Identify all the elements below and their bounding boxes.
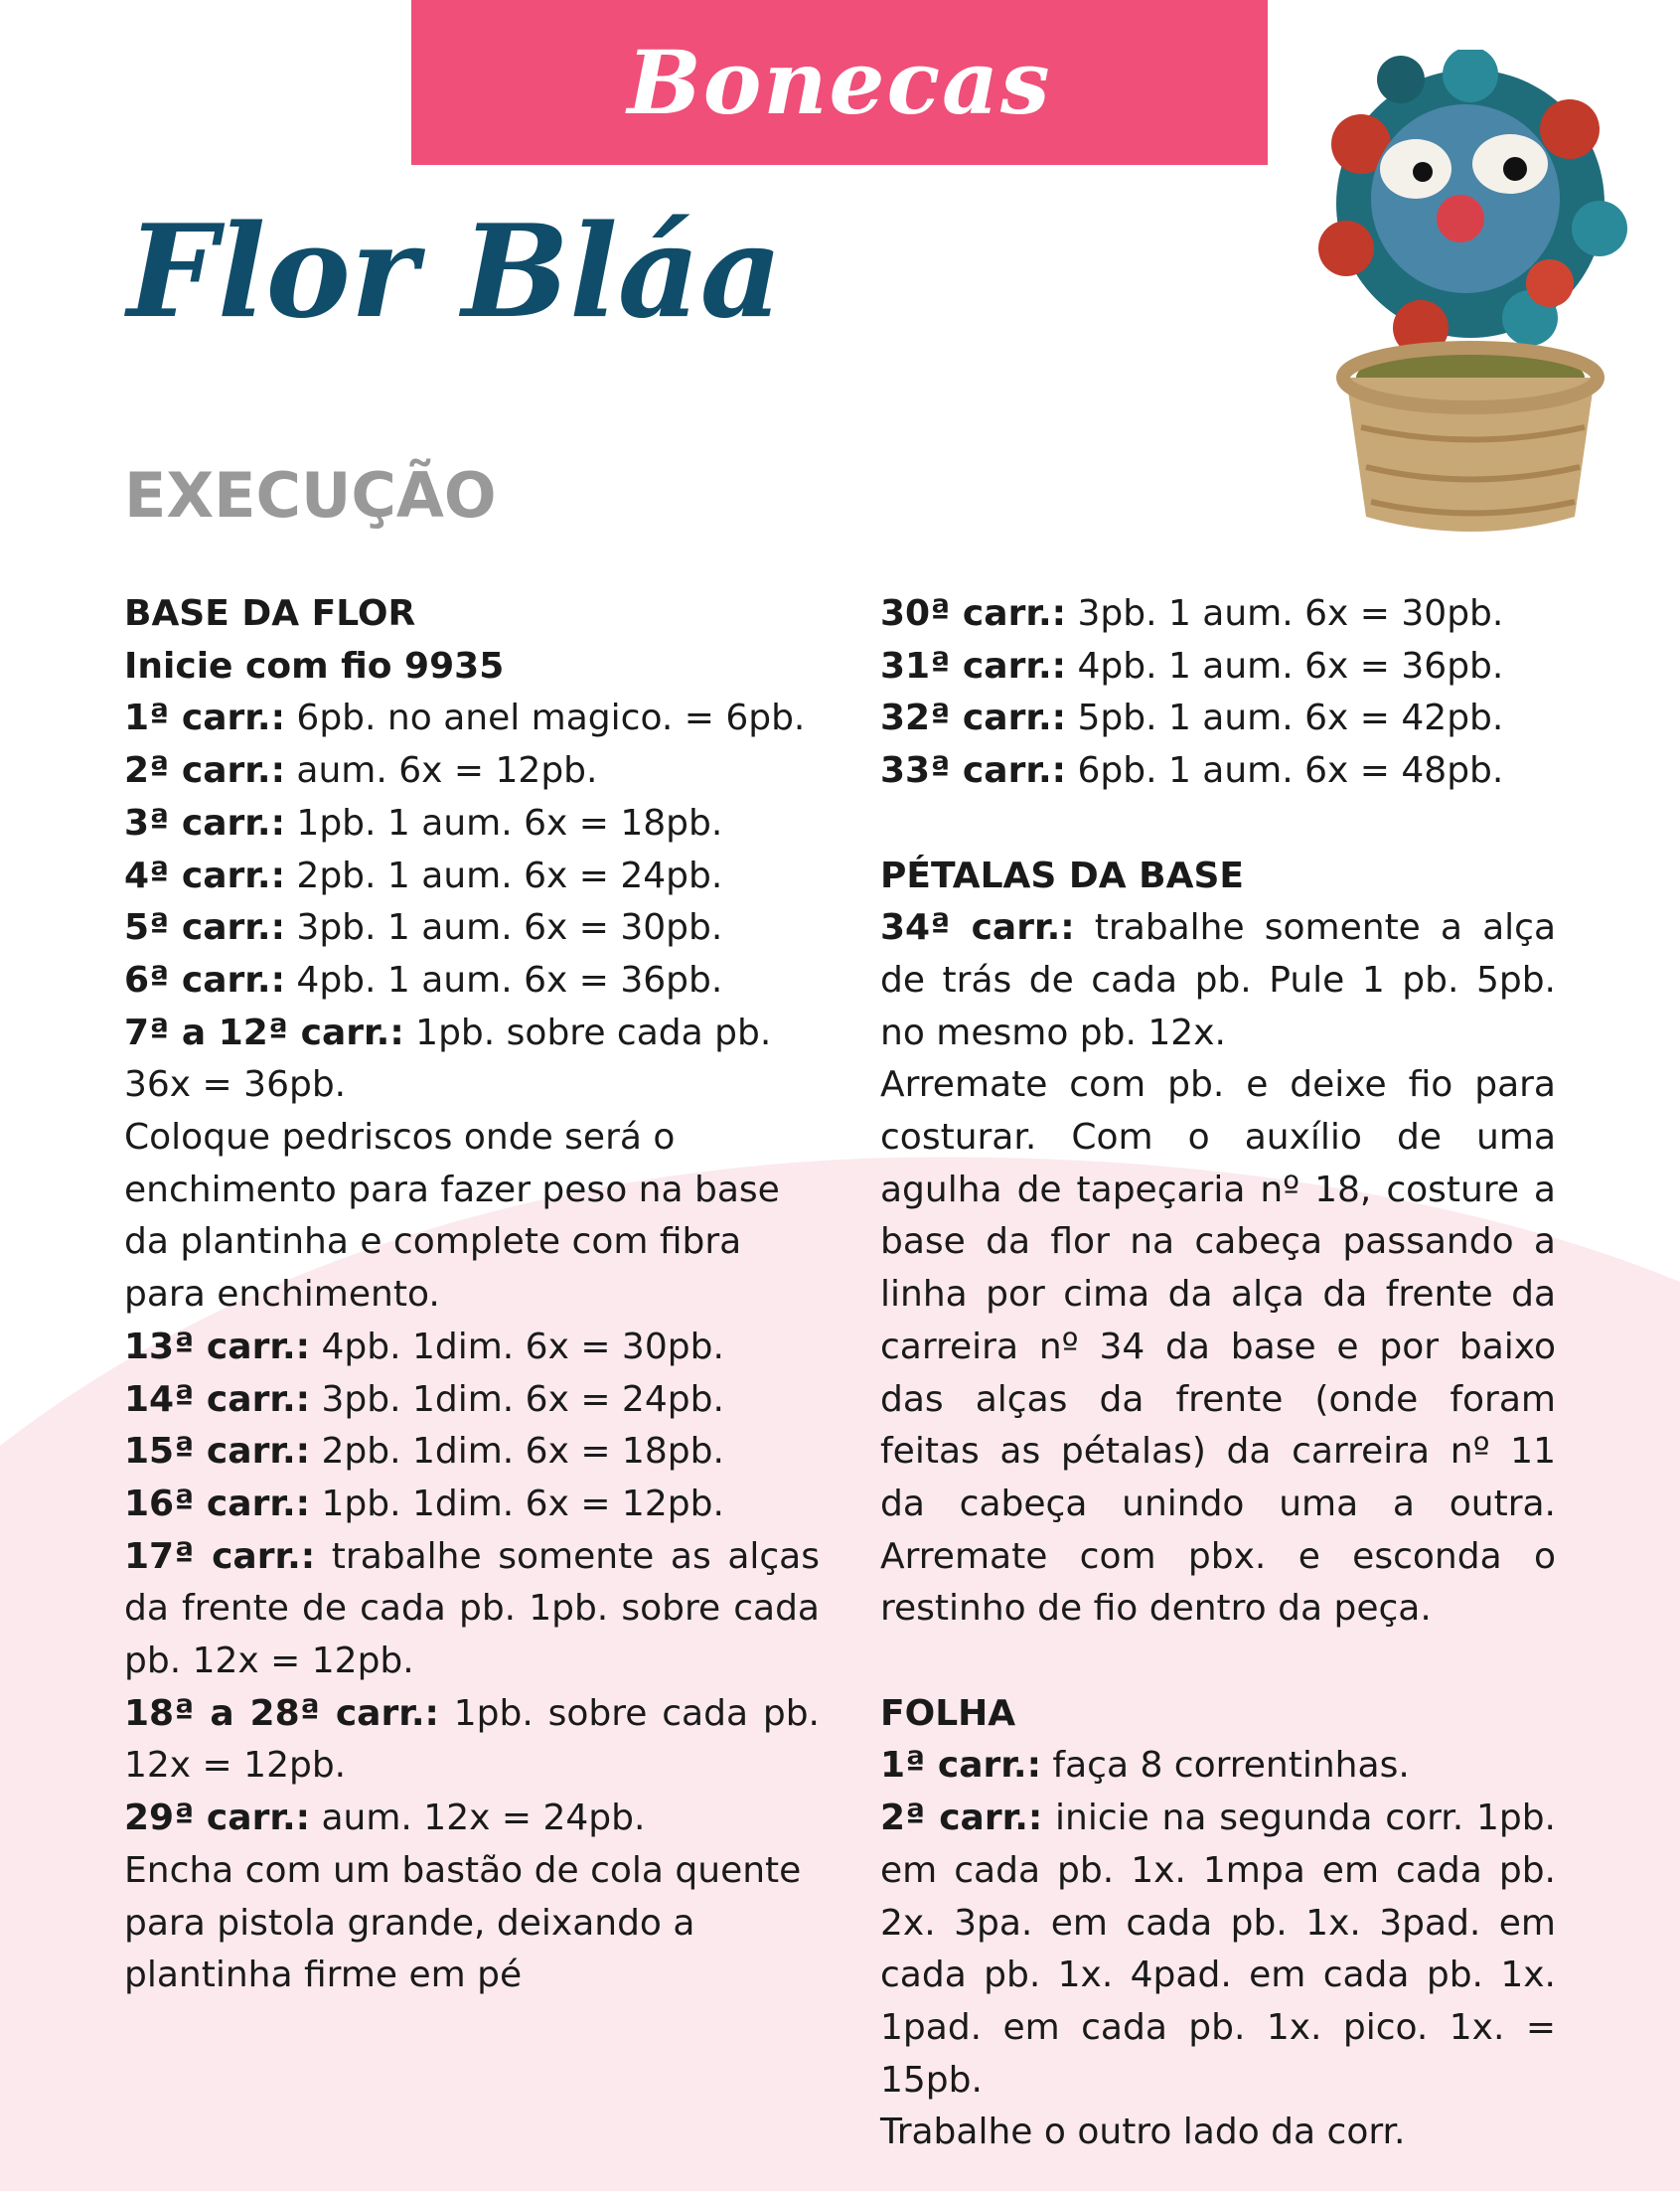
- instruction-row: [124, 851, 820, 903]
- row-label: 3ª carr.:: [124, 802, 285, 844]
- instruction-row: [124, 1793, 820, 1845]
- instruction-row: [880, 588, 1556, 641]
- row-label: 1ª carr.:: [124, 698, 285, 739]
- row-text: 3pb. 1 aum. 6x = 30pb.: [1066, 593, 1504, 634]
- note-pebbles: Coloque pedriscos onde será o enchimento para fazer peso na base da plantinha e complete com fibra para enchimento.: [124, 1117, 780, 1316]
- row-label: 5ª carr.:: [124, 907, 285, 949]
- row-label: 32ª carr.:: [880, 698, 1067, 739]
- row-text: 6pb. no anel magico. = 6pb.: [284, 698, 806, 739]
- row-text: 1pb. 1 aum. 6x = 18pb.: [284, 802, 723, 844]
- row-text: 1pb. sobre cada pb. 12x = 12pb.: [124, 1692, 821, 1787]
- instruction-row: [880, 693, 1556, 745]
- instruction-row: [124, 1008, 820, 1112]
- row-label: 2ª carr.:: [880, 1798, 1043, 1839]
- left-column: [124, 588, 820, 2002]
- petals-note: Arremate com pb. e deixe fio para costurar. Com o auxílio de uma agulha de tapeçaria nº 18, costure a base da flor na cabeça passando a linha por cima da alça da frente da carreira nº 34 da base e por baixo das alças da frente (onde foram feitas as pétalas) da carreira nº 11 da cabeça unindo uma a outra. Arremate com pbx. e esconda o restinho de fio dentro da peça.: [880, 1064, 1556, 1630]
- row-text: 1pb. sobre cada pb. 36x = 36pb.: [124, 1012, 772, 1106]
- row-text: faça 8 correntinhas.: [1040, 1745, 1410, 1787]
- row-text: aum. 6x = 12pb.: [284, 750, 598, 792]
- row-label: 31ª carr.:: [880, 645, 1067, 687]
- flower-doll-photo: [1301, 50, 1639, 537]
- row-label: 16ª carr.:: [124, 1483, 311, 1524]
- row-label: 6ª carr.:: [124, 959, 285, 1001]
- row-text: 5pb. 1 aum. 6x = 42pb.: [1066, 698, 1504, 739]
- row-text: 1pb. 1dim. 6x = 12pb.: [310, 1483, 724, 1524]
- row-text: 4pb. 1dim. 6x = 30pb.: [310, 1326, 724, 1367]
- instruction-row: [880, 641, 1556, 694]
- row-text: trabalhe somente as alças da frente de cada pb. 1pb. sobre cada pb. 12x = 12pb.: [124, 1535, 820, 1682]
- instruction-row: [124, 1688, 820, 1793]
- base-heading: BASE DA FLOR: [124, 593, 416, 634]
- row-label: 13ª carr.:: [124, 1326, 311, 1367]
- row-text: 4pb. 1 aum. 6x = 36pb.: [1066, 645, 1504, 687]
- row-label: 1ª carr.:: [880, 1745, 1041, 1787]
- right-column: [880, 588, 1556, 2159]
- row-label: 33ª carr.:: [880, 750, 1067, 792]
- row-label: 30ª carr.:: [880, 593, 1067, 634]
- row-text: 6pb. 1 aum. 6x = 48pb.: [1066, 750, 1504, 792]
- instruction-row: [124, 1322, 820, 1374]
- instruction-row: [880, 745, 1556, 798]
- instruction-row: [124, 745, 820, 798]
- row-text: 2pb. 1 aum. 6x = 24pb.: [284, 855, 723, 896]
- row-label: 14ª carr.:: [124, 1378, 311, 1420]
- instruction-row: [124, 1374, 820, 1427]
- petals-row: [880, 902, 1556, 1059]
- row-label: 4ª carr.:: [124, 855, 285, 896]
- instruction-row: [124, 798, 820, 851]
- row-label: 29ª carr.:: [124, 1798, 311, 1839]
- instruction-row: [124, 693, 820, 745]
- leaf-heading: FOLHA: [880, 1692, 1016, 1734]
- section-heading: EXECUÇÃO: [124, 459, 497, 532]
- row-text: 4pb. 1 aum. 6x = 36pb.: [284, 959, 723, 1001]
- row-label: 7ª a 12ª carr.:: [124, 1012, 404, 1053]
- row-label: 18ª a 28ª carr.:: [124, 1692, 439, 1734]
- instruction-row: [880, 1740, 1556, 1793]
- row-label: 17ª carr.:: [124, 1535, 316, 1577]
- category-banner: [411, 0, 1268, 165]
- instruction-row: [880, 1793, 1556, 2107]
- row-text: inicie na segunda corr. 1pb. em cada pb. 1x. 1mpa em cada pb. 2x. 3pa. em cada pb. 1x. 3pad. em cada pb. 1x. 4pad. em cada pb. 1x. 1pad. em cada pb. 1x. pico. 1x. = 15pb.: [880, 1798, 1556, 2101]
- instruction-row: [124, 1479, 820, 1531]
- row-label: 34ª carr.:: [880, 907, 1075, 949]
- instruction-row: [124, 955, 820, 1008]
- row-text: aum. 12x = 24pb.: [310, 1798, 646, 1839]
- row-label: 15ª carr.:: [124, 1431, 311, 1473]
- row-text: 2pb. 1dim. 6x = 18pb.: [310, 1431, 724, 1473]
- petals-heading: PÉTALAS DA BASE: [880, 855, 1244, 896]
- instruction-row: [124, 1426, 820, 1479]
- row-text: trabalhe somente a alça de trás de cada pb. Pule 1 pb. 5pb. no mesmo pb. 12x.: [880, 907, 1557, 1053]
- page-title: Flor Bláa: [127, 198, 783, 347]
- doll-nose: [1437, 195, 1484, 242]
- category-label: Bonecas: [627, 31, 1052, 134]
- row-text: 3pb. 1 aum. 6x = 30pb.: [284, 907, 723, 949]
- instruction-row: [124, 902, 820, 955]
- row-label: 2ª carr.:: [124, 750, 285, 792]
- base-subheading: Inicie com fio 9935: [124, 645, 505, 687]
- leaf-note: Trabalhe o outro lado da corr.: [880, 2112, 1406, 2153]
- note-glue: Encha com um bastão de cola quente para pistola grande, deixando a plantinha firme em pé: [124, 1849, 802, 1996]
- row-text: 3pb. 1dim. 6x = 24pb.: [310, 1378, 724, 1420]
- instruction-row: [124, 1531, 820, 1688]
